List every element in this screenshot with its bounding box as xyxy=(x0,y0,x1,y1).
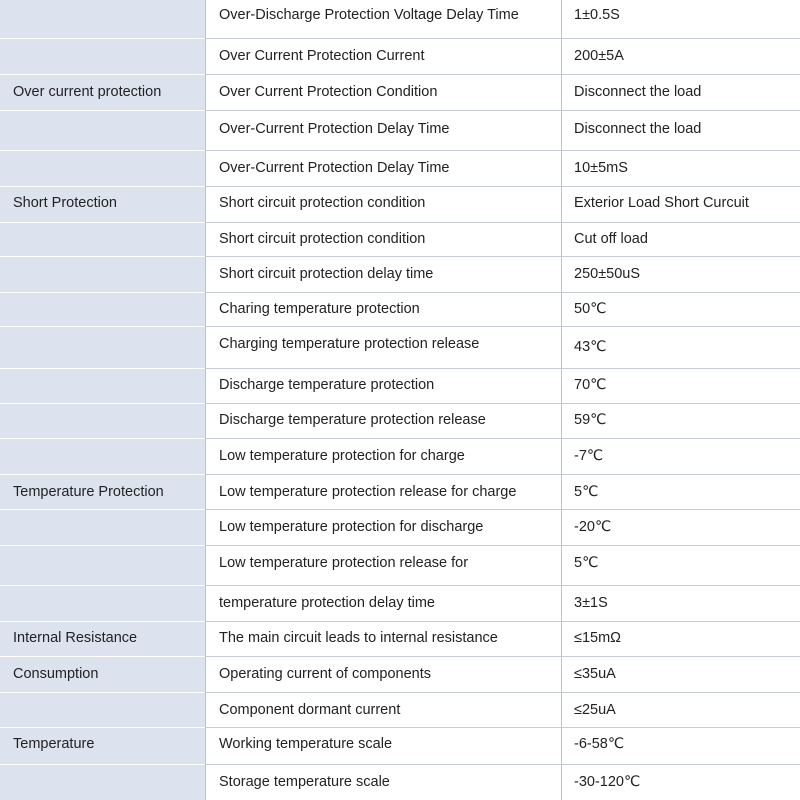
value-cell xyxy=(562,438,800,474)
item-label: Over-Current Protection Delay Time xyxy=(219,160,450,176)
category-cell xyxy=(0,74,205,110)
value-label: 1±0.5S xyxy=(574,7,620,23)
item-label: Storage temperature scale xyxy=(219,774,390,790)
category-cell xyxy=(0,110,205,150)
value-label: Cut off load xyxy=(574,231,648,247)
item-cell xyxy=(205,326,562,368)
category-cell xyxy=(0,326,205,368)
category-cell xyxy=(0,727,205,764)
item-label: Over-Current Protection Delay Time xyxy=(219,121,450,137)
item-label: Over Current Protection Current xyxy=(219,48,425,64)
item-cell xyxy=(205,150,562,186)
category-label: Temperature xyxy=(13,736,95,752)
value-cell xyxy=(562,403,800,438)
item-cell xyxy=(205,474,562,509)
value-cell xyxy=(562,727,800,764)
table-row xyxy=(0,38,800,74)
value-label: 59℃ xyxy=(574,412,607,428)
category-label: Short Protection xyxy=(13,195,117,211)
value-cell xyxy=(562,509,800,545)
category-cell xyxy=(0,368,205,403)
value-cell xyxy=(562,222,800,256)
item-label: Low temperature protection for discharge xyxy=(219,519,484,535)
value-label: -7℃ xyxy=(574,448,604,464)
table-row xyxy=(0,222,800,256)
table-row xyxy=(0,292,800,326)
value-label: 10±5mS xyxy=(574,160,628,176)
item-label: Low temperature protection release for charge xyxy=(219,484,517,500)
value-label: -20℃ xyxy=(574,519,612,535)
category-cell xyxy=(0,403,205,438)
item-cell xyxy=(205,38,562,74)
category-cell xyxy=(0,256,205,292)
value-label: 5℃ xyxy=(574,555,599,571)
table-row xyxy=(0,256,800,292)
value-label: ≤25uA xyxy=(574,702,616,718)
value-label: 43℃ xyxy=(574,339,607,355)
table-row xyxy=(0,110,800,150)
category-label: Temperature Protection xyxy=(13,484,164,500)
table-row xyxy=(0,692,800,727)
value-cell xyxy=(562,110,800,150)
category-cell xyxy=(0,292,205,326)
item-cell xyxy=(205,368,562,403)
value-label: Disconnect the load xyxy=(574,121,702,137)
value-cell xyxy=(562,0,800,38)
value-label: 50℃ xyxy=(574,301,607,317)
table-row xyxy=(0,368,800,403)
value-label: 3±1S xyxy=(574,595,608,611)
category-cell xyxy=(0,764,205,800)
table-row xyxy=(0,727,800,764)
item-label: Over Current Protection Condition xyxy=(219,84,438,100)
item-label: Short circuit protection condition xyxy=(219,231,426,247)
value-cell xyxy=(562,326,800,368)
value-cell xyxy=(562,692,800,727)
table-row xyxy=(0,621,800,656)
value-cell xyxy=(562,474,800,509)
category-cell xyxy=(0,150,205,186)
value-label: ≤35uA xyxy=(574,666,616,682)
table-row xyxy=(0,0,800,38)
item-cell xyxy=(205,110,562,150)
category-label: Internal Resistance xyxy=(13,630,138,646)
table-row xyxy=(0,150,800,186)
item-label: Over-Discharge Protection Voltage Delay Time xyxy=(219,7,519,23)
item-label: Discharge temperature protection release xyxy=(219,412,486,428)
item-cell xyxy=(205,545,562,585)
category-cell xyxy=(0,545,205,585)
category-cell xyxy=(0,438,205,474)
category-label: Consumption xyxy=(13,666,99,682)
value-label: -6-58℃ xyxy=(574,736,625,752)
value-cell xyxy=(562,74,800,110)
value-cell xyxy=(562,545,800,585)
table-row xyxy=(0,186,800,222)
value-label: Exterior Load Short Curcuit xyxy=(574,195,749,211)
category-label: Over current protection xyxy=(13,84,162,100)
item-label: Low temperature protection for charge xyxy=(219,448,465,464)
value-label: 5℃ xyxy=(574,484,599,500)
item-cell xyxy=(205,403,562,438)
value-label: 250±50uS xyxy=(574,266,641,282)
item-cell xyxy=(205,222,562,256)
item-label: temperature protection delay time xyxy=(219,595,435,611)
value-cell xyxy=(562,656,800,692)
item-cell xyxy=(205,256,562,292)
item-cell xyxy=(205,186,562,222)
item-label: Operating current of components xyxy=(219,666,431,682)
category-cell xyxy=(0,509,205,545)
item-cell xyxy=(205,74,562,110)
value-label: Disconnect the load xyxy=(574,84,702,100)
table-row xyxy=(0,326,800,368)
item-cell xyxy=(205,438,562,474)
item-label: Discharge temperature protection xyxy=(219,377,435,393)
item-cell xyxy=(205,764,562,800)
item-label: Component dormant current xyxy=(219,702,401,718)
category-cell xyxy=(0,692,205,727)
value-cell xyxy=(562,150,800,186)
table-row xyxy=(0,74,800,110)
table-row xyxy=(0,403,800,438)
table-row xyxy=(0,509,800,545)
table-row xyxy=(0,656,800,692)
item-label: Charging temperature protection release xyxy=(219,336,480,352)
item-cell xyxy=(205,656,562,692)
value-cell xyxy=(562,38,800,74)
item-cell xyxy=(205,621,562,656)
item-label: The main circuit leads to internal resistance xyxy=(219,630,498,646)
category-cell xyxy=(0,222,205,256)
item-label: Short circuit protection condition xyxy=(219,195,426,211)
value-label: 70℃ xyxy=(574,377,607,393)
item-label: Short circuit protection delay time xyxy=(219,266,434,282)
category-cell xyxy=(0,474,205,509)
value-label: ≤15mΩ xyxy=(574,630,622,646)
item-cell xyxy=(205,585,562,621)
item-cell xyxy=(205,292,562,326)
value-cell xyxy=(562,368,800,403)
item-cell xyxy=(205,509,562,545)
value-cell xyxy=(562,292,800,326)
table-row xyxy=(0,438,800,474)
category-cell xyxy=(0,656,205,692)
item-cell xyxy=(205,727,562,764)
item-label: Working temperature scale xyxy=(219,736,393,752)
category-cell xyxy=(0,186,205,222)
value-cell xyxy=(562,621,800,656)
table-row xyxy=(0,585,800,621)
value-label: -30-120℃ xyxy=(574,774,641,790)
value-label: 200±5A xyxy=(574,48,624,64)
table-row xyxy=(0,764,800,800)
table-row xyxy=(0,474,800,509)
item-cell xyxy=(205,692,562,727)
category-cell xyxy=(0,0,205,38)
item-label: Charing temperature protection xyxy=(219,301,420,317)
value-cell xyxy=(562,764,800,800)
table-row xyxy=(0,545,800,585)
item-label: Low temperature protection release for xyxy=(219,555,469,571)
value-cell xyxy=(562,585,800,621)
value-cell xyxy=(562,256,800,292)
category-cell xyxy=(0,585,205,621)
value-cell xyxy=(562,186,800,222)
category-cell xyxy=(0,621,205,656)
category-cell xyxy=(0,38,205,74)
item-cell xyxy=(205,0,562,38)
